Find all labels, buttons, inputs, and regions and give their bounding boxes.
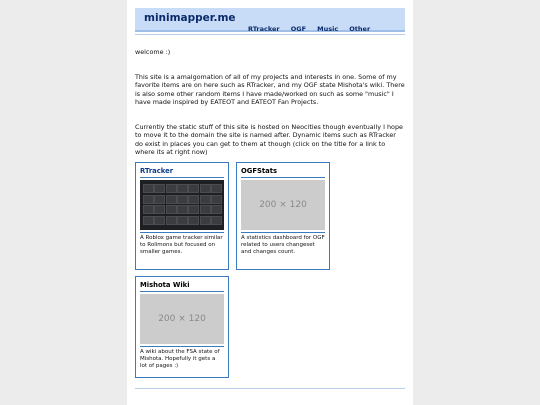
rtracker-tile bbox=[154, 216, 165, 225]
card-title-mishota-wiki[interactable]: Mishota Wiki bbox=[140, 281, 190, 289]
hosting-paragraph: Currently the static stuff of this site is hosted on Neocities though eventually I hope to move it to the domain the site is named after. Dynamic items such as RTracker do exist in places you can get to them at though (click on the title for a link to where its at right now) bbox=[135, 123, 403, 157]
welcome-text: welcome :) bbox=[135, 48, 171, 56]
rtracker-tile bbox=[177, 205, 188, 214]
card-desc-rtracker: A Roblox game tracker similar to Rolimons but focused on smaller games. bbox=[140, 235, 223, 255]
card-rtracker bbox=[135, 162, 229, 270]
nav-music[interactable]: Music bbox=[317, 25, 339, 33]
rtracker-tile bbox=[188, 184, 199, 193]
nav-rtracker[interactable]: RTracker bbox=[248, 25, 280, 33]
intro-paragraph: This site is a amalgomation of all of my projects and interests in one. Some of my favorite items are on here such as RTracker, and my OGF state Mishota's wiki. There is also some other random items I have made/worked on such as some "music" I have made inspired by EATEOT and EATEOT Fan Projects. bbox=[135, 73, 405, 107]
rtracker-tile bbox=[200, 184, 211, 193]
rtracker-tile bbox=[188, 195, 199, 204]
header-divider bbox=[135, 34, 405, 35]
rtracker-tile bbox=[166, 184, 177, 193]
mishota-placeholder-image: 200 × 120 bbox=[140, 294, 224, 344]
card-title-divider bbox=[140, 291, 224, 292]
rtracker-tile bbox=[154, 184, 165, 193]
rtracker-tile bbox=[211, 205, 222, 214]
rtracker-tile bbox=[211, 195, 222, 204]
card-title-rtracker[interactable]: RTracker bbox=[140, 167, 174, 175]
rtracker-grid bbox=[143, 184, 221, 227]
rtracker-tile bbox=[200, 205, 211, 214]
rtracker-tile bbox=[177, 184, 188, 193]
card-ogfstats bbox=[236, 162, 330, 270]
card-desc-divider bbox=[241, 232, 325, 233]
rtracker-tile bbox=[200, 195, 211, 204]
rtracker-tile bbox=[143, 205, 154, 214]
rtracker-tile bbox=[143, 216, 154, 225]
rtracker-tile bbox=[154, 195, 165, 204]
nav-ogf[interactable]: OGF bbox=[290, 25, 307, 33]
rtracker-tile bbox=[166, 216, 177, 225]
rtracker-tile bbox=[188, 205, 199, 214]
nav-other[interactable]: Other bbox=[349, 25, 371, 33]
rtracker-tile bbox=[143, 195, 154, 204]
card-title-divider bbox=[241, 177, 325, 178]
rtracker-tile bbox=[166, 205, 177, 214]
card-desc-ogfstats: A statistics dashboard for OGF related to users changeset and changes count. bbox=[241, 235, 325, 255]
rtracker-tile bbox=[211, 184, 222, 193]
rtracker-screenshot bbox=[140, 180, 224, 230]
page-container bbox=[127, 0, 413, 405]
footer-divider bbox=[135, 388, 405, 389]
rtracker-tile bbox=[154, 205, 165, 214]
main-nav bbox=[248, 16, 376, 35]
rtracker-tile bbox=[143, 184, 154, 193]
card-desc-mishota-wiki: A wiki about the FSA state of Mishota. Hopefully it gets a lot of pages :) bbox=[140, 349, 220, 369]
card-title-ogfstats[interactable]: OGFStats bbox=[241, 167, 278, 175]
card-desc-divider bbox=[140, 232, 224, 233]
rtracker-tile bbox=[188, 216, 199, 225]
rtracker-tile bbox=[200, 216, 211, 225]
rtracker-tile bbox=[211, 216, 222, 225]
rtracker-tile bbox=[177, 216, 188, 225]
card-mishota-wiki bbox=[135, 276, 229, 378]
ogfstats-placeholder-image: 200 × 120 bbox=[241, 180, 325, 230]
site-header bbox=[135, 8, 405, 32]
rtracker-tile bbox=[177, 195, 188, 204]
rtracker-tile bbox=[166, 195, 177, 204]
card-title-divider bbox=[140, 177, 224, 178]
card-desc-divider bbox=[140, 346, 224, 347]
site-logo[interactable]: minimapper.me bbox=[144, 12, 236, 24]
